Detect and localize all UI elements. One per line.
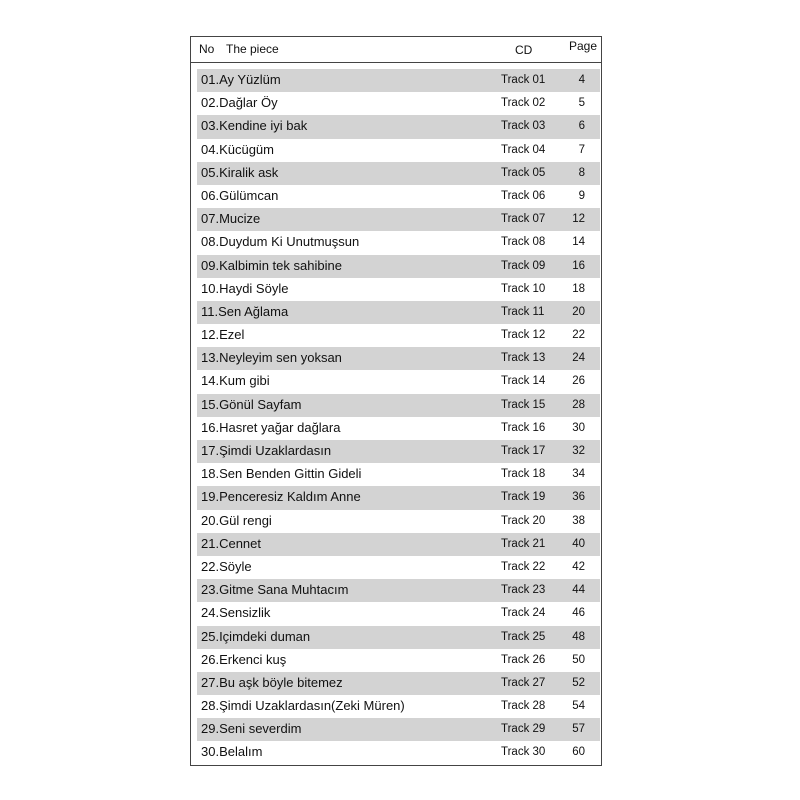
table-row (197, 162, 600, 185)
cd-track: Track 23 (501, 584, 546, 597)
page-number: 34 (572, 468, 585, 481)
cd-track: Track 27 (501, 676, 546, 689)
piece-title: 23.Gitme Sana Muhtacım (201, 582, 349, 598)
piece-title: 02.Dağlar Öy (201, 95, 278, 111)
page-number: 12 (572, 213, 585, 226)
piece-title: 26.Erkenci kuş (201, 651, 287, 667)
piece-title: 19.Penceresiz Kaldım Anne (201, 489, 361, 505)
page-number: 16 (572, 259, 585, 272)
table-row (197, 579, 600, 602)
cd-track: Track 19 (501, 491, 546, 504)
page-number: 57 (572, 723, 585, 736)
piece-title: 28.Şimdi Uzaklardasın(Zeki Müren) (201, 698, 405, 714)
cd-track: Track 15 (501, 398, 546, 411)
cd-track: Track 30 (501, 746, 546, 759)
header-page: Page (569, 39, 598, 53)
cd-track: Track 13 (501, 352, 546, 365)
piece-title: 21.Cennet (201, 535, 261, 551)
table-row (197, 394, 600, 417)
table-row (197, 463, 600, 486)
piece-title: 22.Söyle (201, 558, 252, 574)
page-number: 44 (572, 584, 585, 597)
table-header (191, 37, 601, 63)
table-row (197, 417, 600, 440)
piece-title: 11.Sen Ağlama (201, 303, 289, 319)
table-row (197, 231, 600, 254)
cd-track: Track 24 (501, 607, 546, 620)
header-cd: CD (515, 43, 533, 57)
cd-track: Track 17 (501, 445, 546, 457)
table-row (197, 208, 600, 231)
cd-track: Track 18 (501, 468, 546, 481)
cd-track: Track 22 (501, 560, 546, 573)
table-row (197, 510, 600, 533)
piece-title: 29.Seni severdim (201, 721, 302, 737)
piece-title: 08.Duydum Ki Unutmuşsun (201, 234, 360, 250)
page-number: 60 (572, 746, 585, 759)
page-number: 42 (572, 560, 585, 573)
piece-title: 09.Kalbimin tek sahibine (201, 257, 342, 273)
cd-track: Track 25 (501, 630, 546, 643)
table-row (197, 347, 600, 370)
cd-track: Track 10 (501, 282, 546, 295)
piece-title: 06.Gülümcan (201, 187, 279, 203)
cd-track: Track 20 (501, 514, 546, 527)
page-number: 50 (572, 653, 585, 666)
piece-title: 25.Içimdeki duman (201, 628, 311, 644)
table-row (197, 69, 600, 92)
table-row (197, 92, 600, 115)
table-row (197, 626, 600, 649)
piece-title: 01.Ay Yüzlüm (201, 72, 281, 87)
piece-title: 24.Sensizlik (201, 605, 271, 621)
cd-track: Track 07 (501, 213, 546, 226)
piece-title: 16.Hasret yağar dağlara (201, 419, 341, 435)
track-list-table (190, 36, 602, 766)
header-no: No (199, 42, 215, 56)
page-number: 4 (578, 74, 585, 86)
table-row (197, 301, 600, 324)
page-number: 36 (572, 491, 585, 504)
cd-track: Track 12 (501, 329, 546, 342)
page-number: 28 (572, 398, 585, 411)
cd-track: Track 03 (501, 120, 546, 133)
page-number: 30 (572, 421, 585, 434)
cd-track: Track 11 (501, 305, 545, 318)
cd-track: Track 29 (501, 723, 546, 736)
page-number: 38 (572, 514, 585, 527)
table-row (197, 185, 600, 208)
table-row (197, 324, 600, 347)
cd-track: Track 26 (501, 653, 546, 666)
table-row (197, 486, 600, 509)
piece-title: 20.Gül rengi (201, 512, 272, 528)
piece-title: 15.Gönül Sayfam (201, 396, 302, 412)
cd-track: Track 02 (501, 97, 546, 110)
header-piece: The piece (226, 42, 279, 56)
cd-track: Track 08 (501, 236, 546, 249)
page-number: 52 (572, 676, 585, 689)
piece-title: 04.Kücügüm (201, 141, 274, 157)
table-row (197, 255, 600, 278)
piece-title: 12.Ezel (201, 327, 245, 343)
table-row (197, 370, 600, 393)
page-number: 7 (578, 143, 585, 156)
page-number: 40 (572, 537, 585, 550)
page-number: 26 (572, 375, 585, 388)
piece-title: 07.Mucize (201, 211, 261, 227)
cd-track: Track 14 (501, 375, 546, 388)
page-number: 5 (578, 97, 585, 110)
piece-title: 27.Bu aşk böyle bitemez (201, 674, 343, 690)
piece-title: 17.Şimdi Uzaklardasın (201, 443, 332, 458)
table-row (197, 115, 600, 138)
table-row (197, 139, 600, 162)
table-row (197, 741, 600, 764)
page-number: 20 (572, 305, 585, 318)
page-number: 24 (572, 352, 585, 365)
piece-title: 05.Kiralik ask (201, 164, 279, 180)
page-number: 32 (572, 445, 585, 457)
cd-track: Track 16 (501, 421, 546, 434)
page-number: 54 (572, 700, 585, 713)
cd-track: Track 21 (501, 537, 546, 550)
page-number: 8 (578, 166, 585, 179)
piece-title: 14.Kum gibi (201, 373, 270, 389)
table-row (197, 533, 600, 556)
cd-track: Track 06 (501, 189, 546, 202)
piece-title: 03.Kendine iyi bak (201, 118, 308, 134)
cd-track: Track 28 (501, 700, 546, 713)
table-row (197, 556, 600, 579)
page-number: 46 (572, 607, 585, 620)
table-row (197, 278, 600, 301)
piece-title: 13.Neyleyim sen yoksan (201, 350, 342, 366)
piece-title: 10.Haydi Söyle (201, 280, 289, 296)
table-row (197, 672, 600, 695)
cd-track: Track 09 (501, 259, 546, 272)
table-row (197, 718, 600, 741)
table-body (197, 69, 600, 765)
cd-track: Track 05 (501, 166, 546, 179)
table-row (197, 649, 600, 672)
piece-title: 30.Belalım (201, 744, 263, 760)
page-number: 6 (578, 120, 585, 133)
page-number: 22 (572, 329, 585, 342)
page-number: 48 (572, 630, 585, 643)
cd-track: Track 01 (501, 74, 546, 86)
piece-title: 18.Sen Benden Gittin Gideli (201, 466, 362, 482)
table-row (197, 695, 600, 718)
page-number: 9 (578, 189, 585, 202)
table-row (197, 602, 600, 625)
table-row (197, 440, 600, 463)
page-number: 18 (572, 282, 585, 295)
cd-track: Track 04 (501, 143, 546, 156)
page-number: 14 (572, 236, 585, 249)
